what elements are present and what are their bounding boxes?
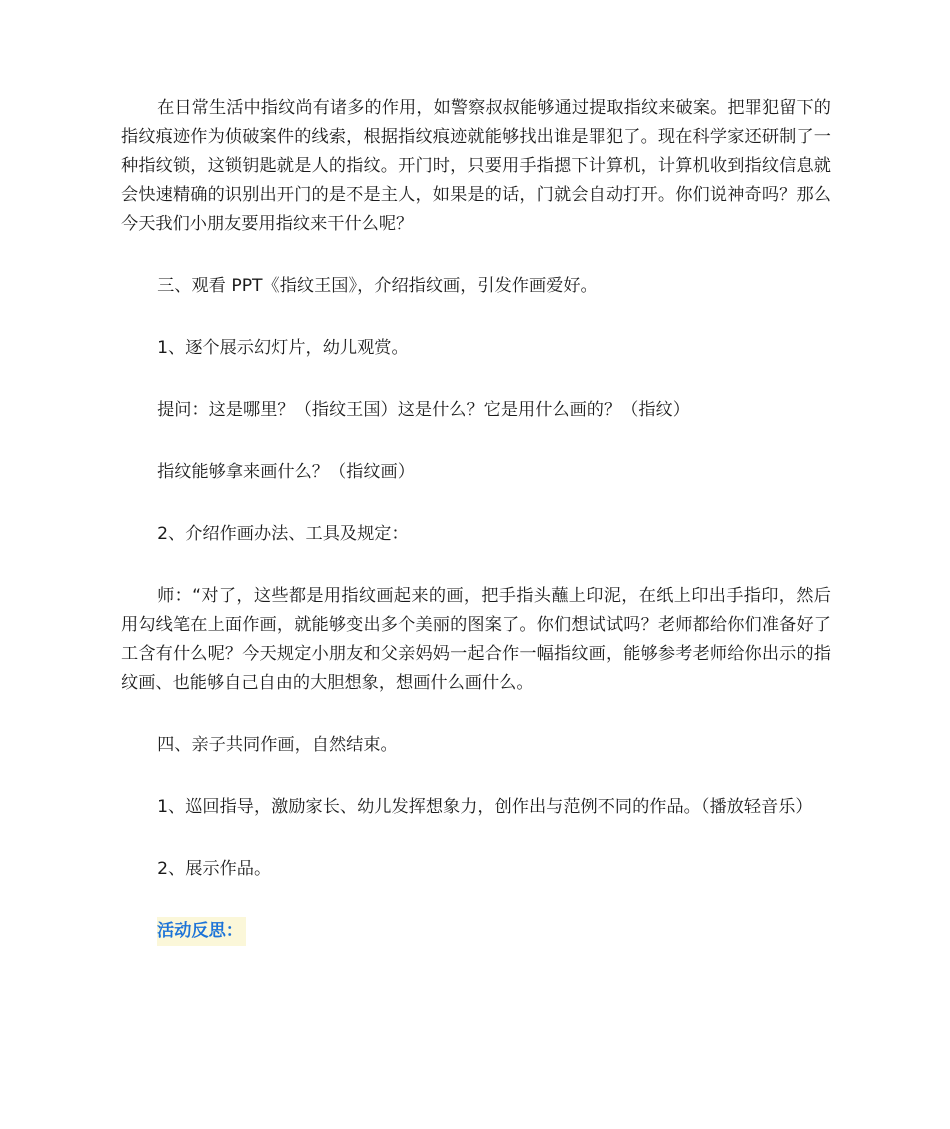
paragraph-section-four: 四、亲子共同作画，自然结束。 bbox=[157, 735, 398, 755]
paragraph-section-three: 三、观看 PPT《指纹王国》，介绍指纹画，引发作画爱好。 bbox=[157, 276, 598, 296]
paragraph-fingerprint-uses: 在日常生活中指纹尚有诸多的作用，如警察叔叔能够通过提取指纹来破案。把罪犯留下的指纹痕迹作为侦破案件的线索，根据指纹痕迹就能够找出谁是罪犯了。现在科学家还研制了一种指纹锁，这锁钥匙就是人的指纹。开门时，只要用手指摁下计算机，计算机收到指纹信息就会快速精确的识别出开门的是不是主人，如果是的话，门就会自动打开。你们说神奇吗？那么今天我们小朋友要用指纹来干什么呢？ bbox=[121, 98, 831, 234]
paragraph-step-slides: 1、逐个展示幻灯片，幼儿观赏。 bbox=[157, 338, 409, 358]
paragraph-fingerprint-painting-question: 指纹能够拿来画什么？（指纹画） bbox=[157, 462, 415, 482]
paragraph-questions: 提问：这是哪里？（指纹王国）这是什么？它是用什么画的？（指纹） bbox=[157, 400, 690, 420]
paragraph-step-show-works: 2、展示作品。 bbox=[157, 859, 272, 879]
paragraph-step-introduce-method: 2、介绍作画办法、工具及规定： bbox=[157, 524, 409, 544]
paragraph-step-guidance: 1、巡回指导，激励家长、幼儿发挥想象力，创作出与范例不同的作品。（播放轻音乐） bbox=[157, 797, 813, 817]
section-heading-reflection: 活动反思： bbox=[157, 917, 246, 946]
paragraph-teacher-explanation: 师：“对了，这些都是用指纹画起来的画，把手指头蘸上印泥，在纸上印出手指印，然后用勾线笔在上面作画，就能够变出多个美丽的图案了。你们想试试吗？老师都给你们准备好了工含有什么呢？今天规定小朋友和父亲妈妈一起合作一幅指纹画，能够参考老师给你出示的指纹画、也能够自己自由的大胆想象，想画什么画什么。 bbox=[121, 586, 831, 693]
section-heading-line bbox=[121, 917, 831, 946]
document-body bbox=[121, 94, 831, 946]
